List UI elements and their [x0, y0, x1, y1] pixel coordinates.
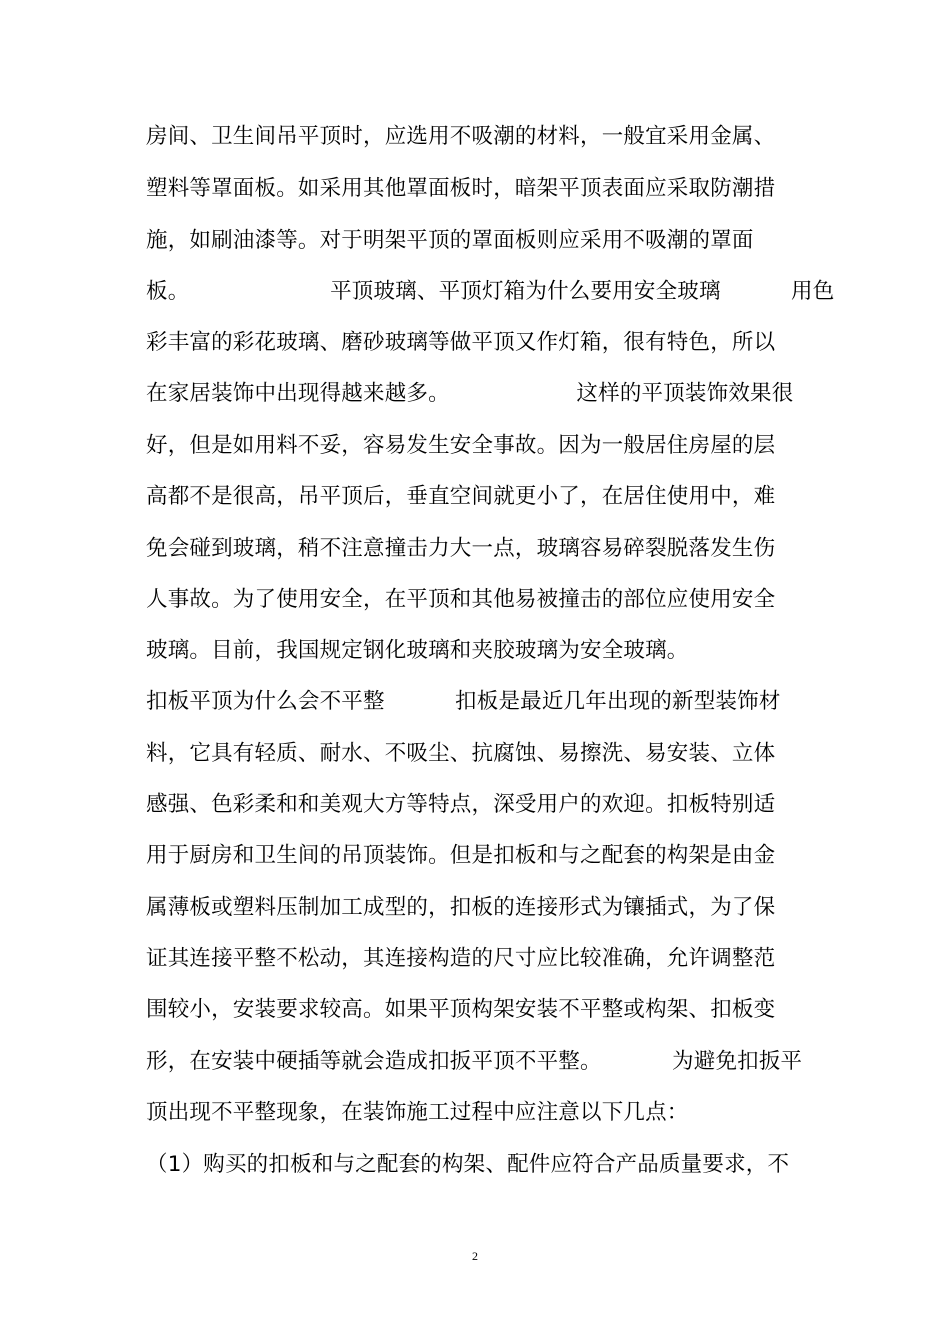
text-line: 高都不是很高，吊平顶后，垂直空间就更小了，在居住使用中，难: [146, 484, 776, 509]
text-line: 板。 平顶玻璃、平顶灯箱为什么要用安全玻璃 用色: [146, 279, 835, 304]
text-line: 玻璃。目前，我国规定钢化玻璃和夹胶玻璃为安全玻璃。: [146, 638, 689, 663]
text-line: 用于厨房和卫生间的吊顶装饰。但是扣板和与之配套的构架是由金: [146, 843, 776, 868]
text-line: 证其连接平整不松动，其连接构造的尺寸应比较准确，允许调整范: [146, 946, 776, 971]
text-line: 扣板平顶为什么会不平整 扣板是最近几年出现的新型装饰材: [146, 689, 781, 714]
page-number: 2: [472, 1249, 478, 1263]
text-line: 属薄板或塑料压制加工成型的，扣板的连接形式为镶插式，为了保: [146, 895, 776, 920]
text-line: 房间、卫生间吊平顶时，应选用不吸潮的材料，一般宜采用金属、: [146, 124, 776, 149]
text-line: 人事故。为了使用安全，在平顶和其他易被撞击的部位应使用安全: [146, 587, 776, 612]
text-line: 免会碰到玻璃，稍不注意撞击力大一点，玻璃容易碎裂脱落发生伤: [146, 536, 776, 561]
text-line: 料，它具有轻质、耐水、不吸尘、抗腐蚀、易擦洗、易安装、立体: [146, 741, 776, 766]
text-line: 好，但是如用料不妥，容易发生安全事故。因为一般居住房屋的层: [146, 433, 776, 458]
text-line: 塑料等罩面板。如采用其他罩面板时，暗架平顶表面应采取防潮措: [146, 176, 776, 201]
text-line: 形，在安装中硬插等就会造成扣扳平顶不平整。 为避免扣扳平: [146, 1049, 803, 1074]
text-line: （1）购买的扣板和与之配套的构架、配件应符合产品质量要求，不: [146, 1152, 790, 1177]
text-line: 彩丰富的彩花玻璃、磨砂玻璃等做平顶又作灯箱，很有特色，所以: [146, 330, 776, 355]
text-line: 施，如刷油漆等。对于明架平顶的罩面板则应采用不吸潮的罩面: [146, 228, 754, 253]
text-line: 顶出现不平整现象，在装饰施工过程中应注意以下几点：: [146, 1100, 689, 1125]
text-line: 感强、色彩柔和和美观大方等特点，深受用户的欢迎。扣板特别适: [146, 792, 776, 817]
text-line: 围较小，安装要求较高。如果平顶构架安装不平整或构架、扣板变: [146, 997, 776, 1022]
text-line: 在家居装饰中出现得越来越多。 这样的平顶装饰效果很: [146, 381, 794, 406]
